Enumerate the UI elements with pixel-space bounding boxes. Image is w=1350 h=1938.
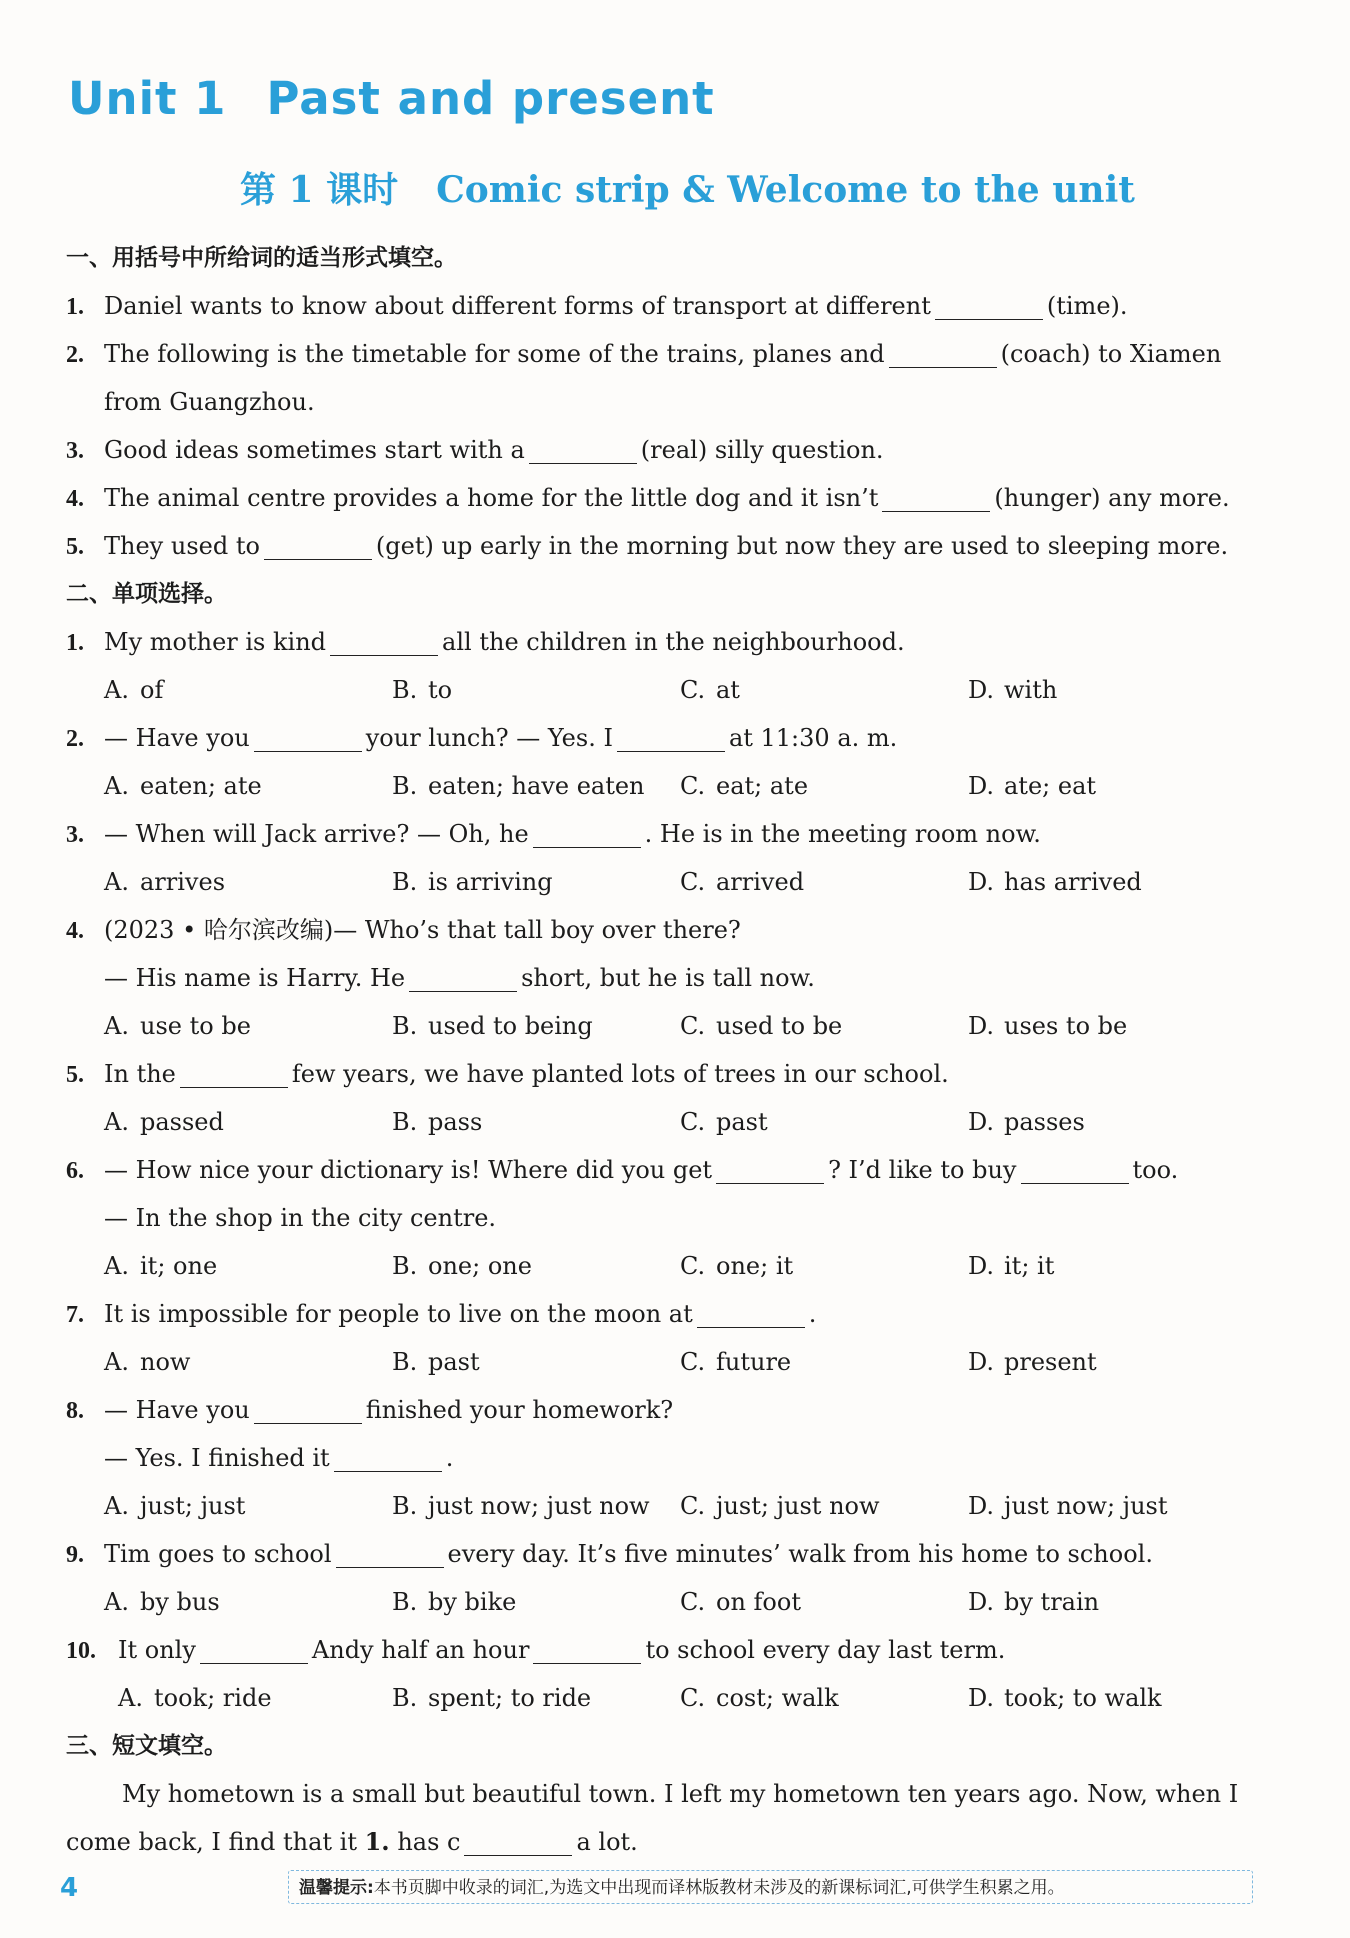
s2-question-6-cont: — In the shop in the city centre. [104,1204,497,1232]
option-a[interactable]: A. arrives [104,868,226,896]
s2-question-7: 7. It is impossible for people to live on the moon at . [66,1290,816,1338]
answer-blank[interactable] [334,1441,442,1472]
option-c[interactable]: C. one; it [680,1252,794,1280]
option-b[interactable]: B. past [392,1348,480,1376]
option-d[interactable]: D. took; to walk [968,1684,1162,1712]
answer-blank[interactable] [716,1153,824,1184]
option-a[interactable]: A. passed [104,1108,224,1136]
option-c[interactable]: C. past [680,1108,768,1136]
option-d[interactable]: D. has arrived [968,868,1142,896]
option-b[interactable]: B. just now; just now [392,1492,650,1520]
s2-question-3: 3. — When will Jack arrive? — Oh, he . He is in the meeting room now. [66,810,1041,858]
option-d[interactable]: D. just now; just [968,1492,1168,1520]
unit-name: Past and present [266,72,715,125]
option-d[interactable]: D. with [968,676,1058,704]
option-d[interactable]: D. passes [968,1108,1085,1136]
option-c[interactable]: C. cost; walk [680,1684,839,1712]
option-a[interactable]: A. of [104,676,164,704]
option-a[interactable]: A. took; ride [118,1684,272,1712]
s2-question-5: 5. In the few years, we have planted lots of trees in our school. [66,1050,949,1098]
option-c[interactable]: C. just; just now [680,1492,880,1520]
unit-label: Unit 1 [68,72,227,125]
page-number: 4 [60,1873,79,1903]
s1-item-4: 4. The animal centre provides a home for the little dog and it isn’t (hunger) any more. [66,474,1230,522]
option-b[interactable]: B. by bike [392,1588,517,1616]
section2-title: 二、单项选择。 [66,581,227,607]
answer-blank[interactable] [533,817,641,848]
s2-question-1: 1. My mother is kind all the children in the neighbourhood. [66,618,905,666]
option-a[interactable]: A. it; one [104,1252,218,1280]
s1-item-2: 2. The following is the timetable for some of the trains, planes and (coach) to Xiamen [66,330,1221,378]
option-b[interactable]: B. one; one [392,1252,532,1280]
answer-blank[interactable] [697,1297,805,1328]
s2-question-10: 10. It only Andy half an hour to school every day last term. [66,1626,1005,1674]
option-b[interactable]: B. spent; to ride [392,1684,592,1712]
answer-blank[interactable] [330,625,438,656]
option-d[interactable]: D. uses to be [968,1012,1128,1040]
option-a[interactable]: A. eaten; ate [104,772,262,800]
option-c[interactable]: C. arrived [680,868,805,896]
lesson-name: Comic strip & Welcome to the unit [436,169,1135,211]
tip-label: 温馨提示: [299,1878,374,1898]
footer-tip [288,1870,1253,1904]
passage-line-2: come back, I find that it 1. has c a lot. [66,1827,638,1856]
answer-blank[interactable] [889,337,997,368]
lesson-label: 第 1 课时 [240,169,399,211]
answer-blank[interactable] [529,433,637,464]
option-c[interactable]: C. at [680,676,740,704]
answer-blank[interactable] [180,1057,288,1088]
option-a[interactable]: A. use to be [104,1012,251,1040]
answer-blank[interactable] [464,1825,572,1856]
answer-blank[interactable] [533,1633,641,1664]
s2-question-2: 2. — Have you your lunch? — Yes. I at 11:30 a. m. [66,714,897,762]
s2-question-4-cont: — His name is Harry. He short, but he is tall now. [66,954,815,1002]
section3-title: 三、短文填空。 [66,1733,227,1759]
option-b[interactable]: B. eaten; have eaten [392,772,645,800]
option-d[interactable]: D. it; it [968,1252,1055,1280]
answer-blank[interactable] [409,961,517,992]
s1-item-1: 1. Daniel wants to know about different forms of transport at different (time). [66,282,1128,330]
option-c[interactable]: C. future [680,1348,792,1376]
s2-question-6: 6. — How nice your dictionary is! Where did you get ? I’d like to buy too. [66,1146,1178,1194]
option-b[interactable]: B. to [392,676,453,704]
answer-blank[interactable] [617,721,725,752]
option-d[interactable]: D. present [968,1348,1097,1376]
s1-item-3: 3. Good ideas sometimes start with a (real) silly question. [66,426,884,474]
unit-title [68,72,715,125]
option-c[interactable]: C. on foot [680,1588,801,1616]
answer-blank[interactable] [254,1393,362,1424]
s2-question-9: 9. Tim goes to school every day. It’s five minutes’ walk from his home to school. [66,1530,1153,1578]
answer-blank[interactable] [1021,1153,1129,1184]
option-b[interactable]: B. used to being [392,1012,593,1040]
tip-text: 本书页脚中收录的词汇,为选文中出现而译林版教材未涉及的新课标词汇,可供学生积累之用。 [373,1878,1065,1898]
section1-title: 一、用括号中所给词的适当形式填空。 [66,245,457,271]
answer-blank[interactable] [935,289,1043,320]
option-d[interactable]: D. ate; eat [968,772,1097,800]
s1-item-5: 5. They used to (get) up early in the morning but now they are used to sleeping more. [66,522,1228,570]
option-d[interactable]: D. by train [968,1588,1100,1616]
passage-line-1: My hometown is a small but beautiful town. I left my hometown ten years ago. Now, when I [122,1780,1239,1808]
option-c[interactable]: C. eat; ate [680,772,809,800]
option-a[interactable]: A. now [104,1348,191,1376]
answer-blank[interactable] [254,721,362,752]
option-b[interactable]: B. is arriving [392,868,553,896]
answer-blank[interactable] [882,481,990,512]
answer-blank[interactable] [264,529,372,560]
answer-blank[interactable] [200,1633,308,1664]
option-a[interactable]: A. by bus [104,1588,220,1616]
s2-question-8-cont: — Yes. I finished it . [66,1434,453,1482]
option-c[interactable]: C. used to be [680,1012,843,1040]
lesson-title [240,162,1135,213]
option-a[interactable]: A. just; just [104,1492,246,1520]
option-b[interactable]: B. pass [392,1108,483,1136]
answer-blank[interactable] [336,1537,444,1568]
s1-item-2-cont: from Guangzhou. [104,388,315,416]
s2-question-4: 4. (2023 • 哈尔滨改编)— Who’s that tall boy over there? [66,916,741,944]
s2-question-8: 8. — Have you finished your homework? [66,1386,673,1434]
